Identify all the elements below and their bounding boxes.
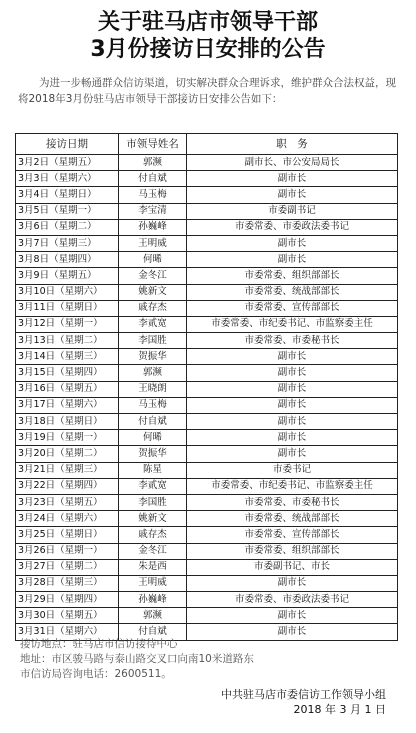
table-row	[16, 414, 398, 430]
signature-block	[221, 687, 386, 717]
date-cell: 3月18日（星期日）	[16, 414, 119, 430]
table-row	[16, 446, 398, 462]
table-row	[16, 397, 398, 413]
leader-name-cell: 金冬江	[119, 268, 187, 284]
table-row	[16, 527, 398, 543]
leader-name-cell: 孙巍峰	[119, 592, 187, 608]
duty-cell: 副市长	[187, 235, 398, 251]
date-cell: 3月8日（星期四）	[16, 252, 119, 268]
duty-cell: 副市长	[187, 365, 398, 381]
page-title-line1: 关于驻马店市领导干部	[97, 10, 318, 35]
duty-cell: 副市长	[187, 624, 398, 640]
table-row	[16, 284, 398, 300]
duty-cell: 市委常委、市委政法委书记	[187, 219, 398, 235]
date-cell: 3月11日（星期日）	[16, 300, 119, 316]
date-cell: 3月30日（星期五）	[16, 608, 119, 624]
table-row	[16, 316, 398, 332]
leader-name-cell: 金冬江	[119, 543, 187, 559]
leader-name-cell: 王明威	[119, 575, 187, 591]
date-cell: 3月19日（星期一）	[16, 430, 119, 446]
duty-cell: 副市长	[187, 252, 398, 268]
leader-name-cell: 李国胜	[119, 333, 187, 349]
duty-cell: 副市长	[187, 608, 398, 624]
leader-name-cell: 戚存杰	[119, 300, 187, 316]
table-row	[16, 592, 398, 608]
duty-cell: 副市长	[187, 446, 398, 462]
leader-name-cell: 付自斌	[119, 414, 187, 430]
duty-cell: 市委书记	[187, 462, 398, 478]
date-cell: 3月6日（星期二）	[16, 219, 119, 235]
table-row	[16, 203, 398, 219]
date-cell: 3月5日（星期一）	[16, 203, 119, 219]
intro-paragraph: 为进一步畅通群众信访渠道，切实解决群众合理诉求，维护群众合法权益，现将2018年3月份驻马店市领导干部接访日安排公告如下：	[18, 77, 396, 105]
table-row	[16, 349, 398, 365]
table-row	[16, 333, 398, 349]
signature-org: 中共驻马店市委信访工作领导小组	[221, 688, 386, 701]
duty-cell: 副市长	[187, 575, 398, 591]
leader-name-cell: 王晓朗	[119, 381, 187, 397]
leader-name-cell: 马玉梅	[119, 187, 187, 203]
date-cell: 3月29日（星期四）	[16, 592, 119, 608]
duty-cell: 市委常委、组织部部长	[187, 268, 398, 284]
contact-info	[20, 637, 400, 682]
leader-name-cell: 郭濒	[119, 155, 187, 171]
duty-cell: 市委常委、市委秘书长	[187, 333, 398, 349]
leader-name-cell: 何晞	[119, 430, 187, 446]
leader-name-cell: 郭濒	[119, 365, 187, 381]
duty-cell: 副市长	[187, 187, 398, 203]
date-cell: 3月9日（星期五）	[16, 268, 119, 284]
date-cell: 3月25日（星期日）	[16, 527, 119, 543]
duty-cell: 副市长	[187, 349, 398, 365]
table-row	[16, 219, 398, 235]
duty-cell: 市委副书记、市长	[187, 559, 398, 575]
table-row	[16, 462, 398, 478]
duty-cell: 副市长	[187, 430, 398, 446]
consult-phone: 市信访局咨询电话：2600511。	[20, 668, 172, 680]
duty-cell: 副市长	[187, 381, 398, 397]
leader-name-cell: 贺振华	[119, 349, 187, 365]
table-row	[16, 543, 398, 559]
leader-name-cell: 陈星	[119, 462, 187, 478]
leader-name-cell: 朱是西	[119, 559, 187, 575]
duty-cell: 市委常委、宣传部部长	[187, 527, 398, 543]
signature-date: 2018 年 3 月 1 日	[293, 703, 386, 716]
table-row	[16, 187, 398, 203]
date-cell: 3月28日（星期三）	[16, 575, 119, 591]
leader-name-cell: 姚新文	[119, 284, 187, 300]
date-cell: 3月31日（星期六）	[16, 624, 119, 640]
leader-name-cell: 贺振华	[119, 446, 187, 462]
table-row	[16, 252, 398, 268]
date-cell: 3月14日（星期三）	[16, 349, 119, 365]
leader-name-cell: 李国胜	[119, 494, 187, 510]
duty-cell: 市委常委、市委政法委书记	[187, 592, 398, 608]
table-row	[16, 494, 398, 510]
table-row	[16, 155, 398, 171]
duty-cell: 市委常委、宣传部部长	[187, 300, 398, 316]
date-cell: 3月22日（星期四）	[16, 478, 119, 494]
table-row	[16, 478, 398, 494]
leader-name-cell: 李贰宽	[119, 316, 187, 332]
date-cell: 3月16日（星期五）	[16, 381, 119, 397]
schedule-table	[15, 133, 398, 641]
leader-name-cell: 何晞	[119, 252, 187, 268]
duty-cell: 副市长	[187, 171, 398, 187]
duty-cell: 副市长、市公安局局长	[187, 155, 398, 171]
date-cell: 3月27日（星期二）	[16, 559, 119, 575]
leader-name-cell: 马玉梅	[119, 397, 187, 413]
duty-cell: 副市长	[187, 414, 398, 430]
leader-name-cell: 付自斌	[119, 624, 187, 640]
table-row	[16, 608, 398, 624]
date-cell: 3月12日（星期一）	[16, 316, 119, 332]
table-row	[16, 511, 398, 527]
table-row	[16, 430, 398, 446]
date-cell: 3月24日（星期六）	[16, 511, 119, 527]
table-row	[16, 268, 398, 284]
duty-cell: 市委常委、组织部部长	[187, 543, 398, 559]
duty-cell: 市委常委、市纪委书记、市监察委主任	[187, 478, 398, 494]
table-row	[16, 235, 398, 251]
duty-cell: 副市长	[187, 397, 398, 413]
leader-name-cell: 李宝清	[119, 203, 187, 219]
reception-address: 地址：市区骏马路与泰山路交叉口向南10米道路东	[20, 653, 254, 665]
duty-cell: 市委常委、市委秘书长	[187, 494, 398, 510]
duty-cell: 市委常委、市纪委书记、市监察委主任	[187, 316, 398, 332]
date-cell: 3月3日（星期六）	[16, 171, 119, 187]
date-cell: 3月2日（星期五）	[16, 155, 119, 171]
leader-name-cell: 付自斌	[119, 171, 187, 187]
leader-name-cell: 戚存杰	[119, 527, 187, 543]
leader-name-cell: 孙巍峰	[119, 219, 187, 235]
duty-cell: 市委常委、统战部部长	[187, 284, 398, 300]
table-row	[16, 300, 398, 316]
column-header-duty: 职 务	[187, 134, 398, 155]
date-cell: 3月21日（星期三）	[16, 462, 119, 478]
table-row	[16, 575, 398, 591]
table-row	[16, 365, 398, 381]
date-cell: 3月20日（星期二）	[16, 446, 119, 462]
date-cell: 3月10日（星期六）	[16, 284, 119, 300]
column-header-date: 接访日期	[16, 134, 119, 155]
page-title-line2: 3月份接访日安排的公告	[90, 37, 326, 62]
leader-name-cell: 李贰宽	[119, 478, 187, 494]
leader-name-cell: 郭濒	[119, 608, 187, 624]
duty-cell: 市委副书记	[187, 203, 398, 219]
reception-location: 接访地点：驻马店市信访接待中心	[20, 638, 178, 650]
date-cell: 3月17日（星期六）	[16, 397, 119, 413]
table-row	[16, 381, 398, 397]
date-cell: 3月13日（星期二）	[16, 333, 119, 349]
date-cell: 3月4日（星期日）	[16, 187, 119, 203]
table-header-row	[16, 134, 398, 155]
date-cell: 3月7日（星期三）	[16, 235, 119, 251]
duty-cell: 市委常委、统战部部长	[187, 511, 398, 527]
date-cell: 3月23日（星期五）	[16, 494, 119, 510]
date-cell: 3月15日（星期四）	[16, 365, 119, 381]
leader-name-cell: 姚新文	[119, 511, 187, 527]
date-cell: 3月26日（星期一）	[16, 543, 119, 559]
table-row	[16, 171, 398, 187]
column-header-name: 市领导姓名	[119, 134, 187, 155]
table-row	[16, 559, 398, 575]
leader-name-cell: 王明威	[119, 235, 187, 251]
